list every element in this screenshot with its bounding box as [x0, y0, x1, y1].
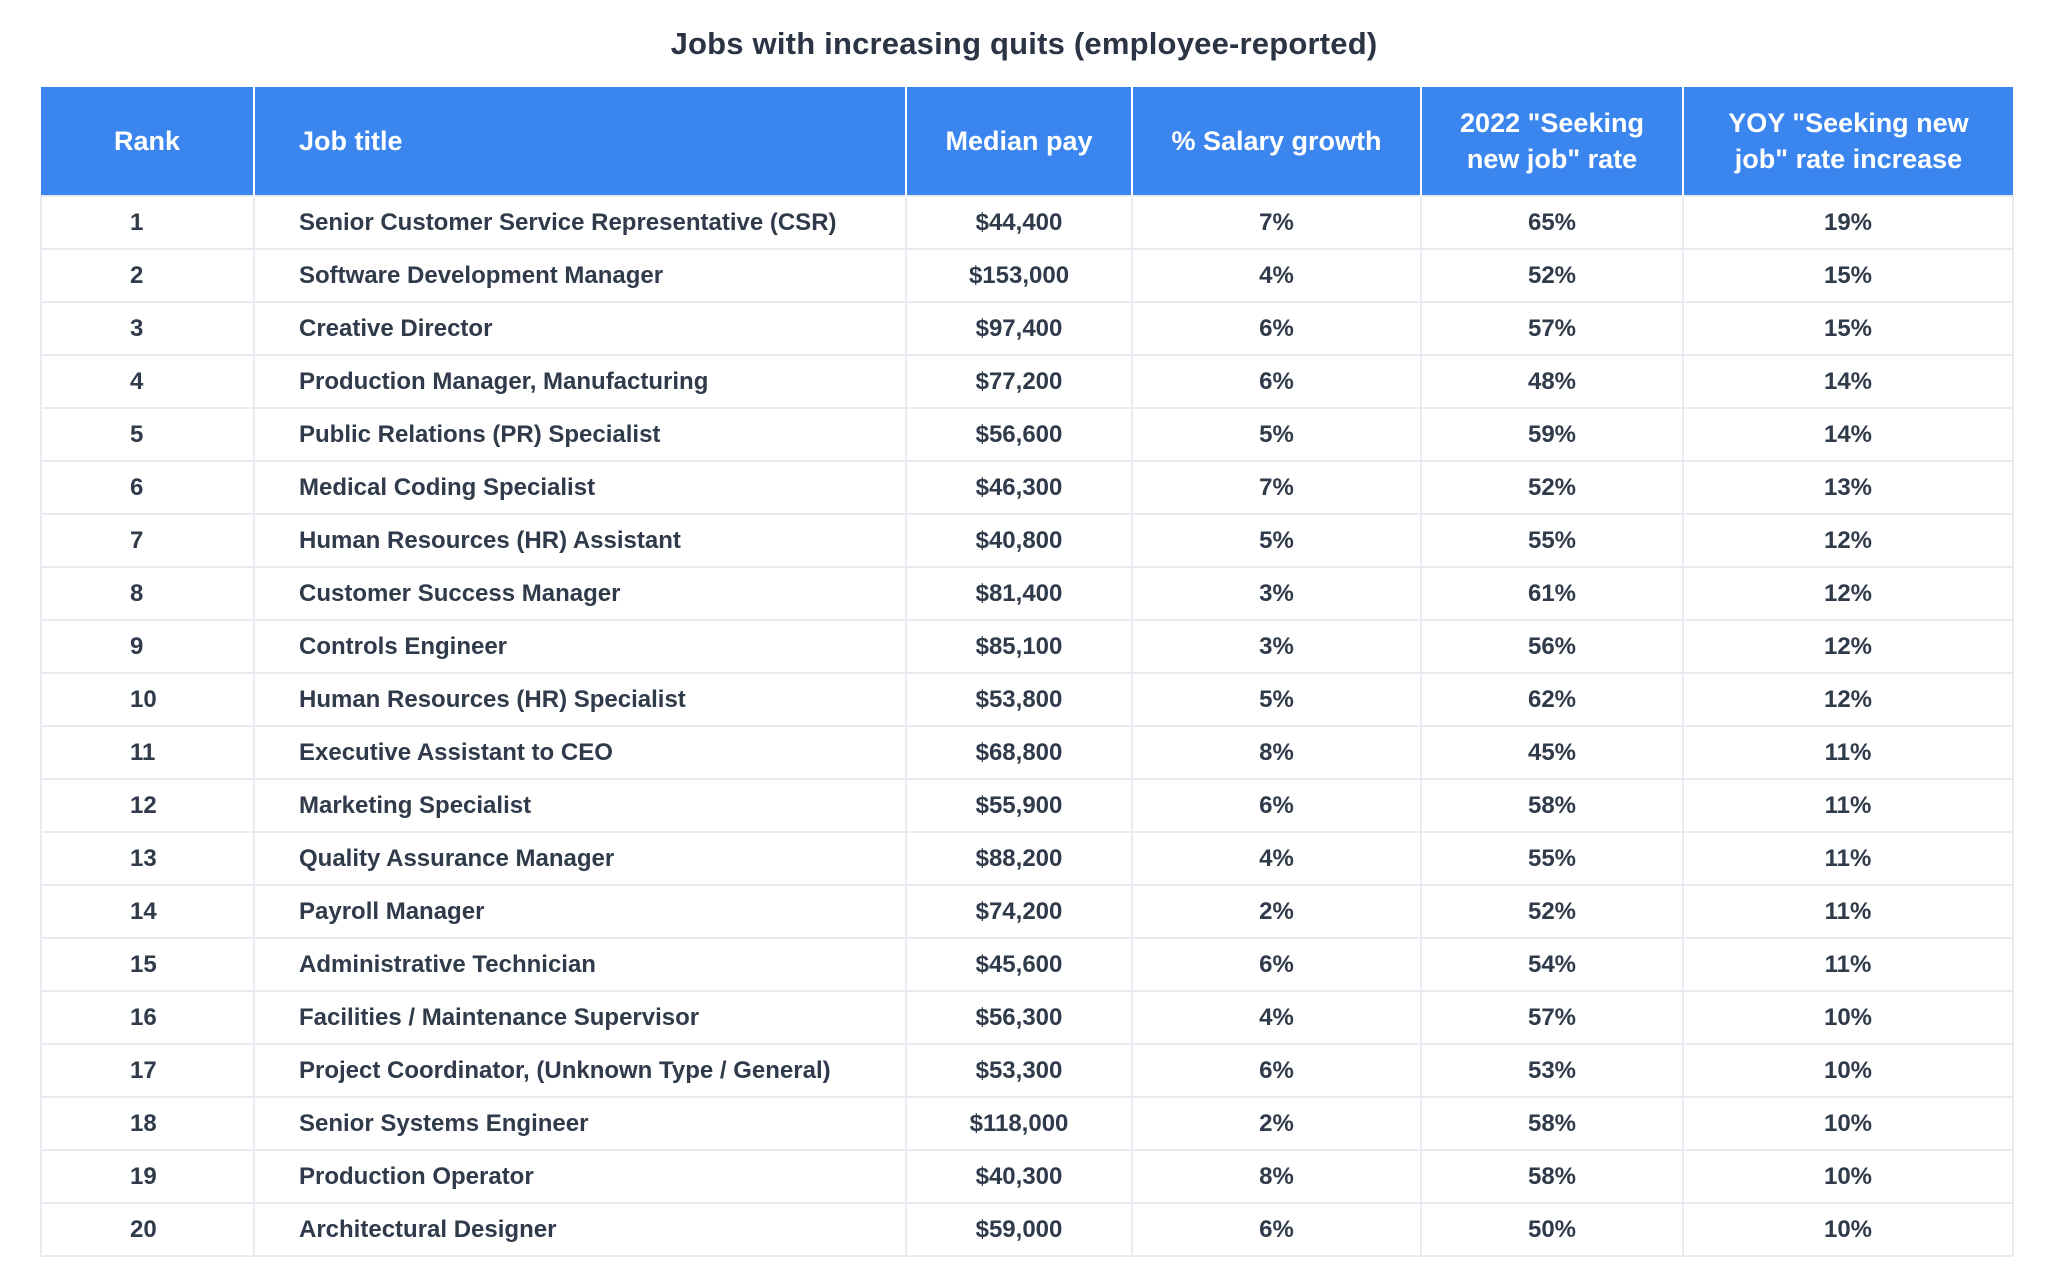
table-row: [41, 302, 2013, 355]
header-yoy-increase: YOY "Seeking new job" rate increase: [1683, 87, 2013, 196]
median-pay-cell: $55,900: [906, 779, 1132, 832]
job-title-cell: Marketing Specialist: [254, 779, 906, 832]
rank-cell: 5: [41, 408, 254, 461]
seeking-rate-cell: 59%: [1421, 408, 1683, 461]
rank-cell: 1: [41, 196, 254, 249]
median-pay-cell: $40,300: [906, 1150, 1132, 1203]
salary-growth-cell: 6%: [1132, 1044, 1421, 1097]
salary-growth-cell: 6%: [1132, 938, 1421, 991]
salary-growth-cell: 3%: [1132, 620, 1421, 673]
seeking-rate-cell: 52%: [1421, 885, 1683, 938]
salary-growth-cell: 8%: [1132, 1150, 1421, 1203]
job-title-cell: Executive Assistant to CEO: [254, 726, 906, 779]
seeking-rate-cell: 62%: [1421, 673, 1683, 726]
table-row: [41, 461, 2013, 514]
median-pay-cell: $53,800: [906, 673, 1132, 726]
yoy-increase-cell: 11%: [1683, 832, 2013, 885]
rank-cell: 4: [41, 355, 254, 408]
table-row: [41, 938, 2013, 991]
salary-growth-cell: 5%: [1132, 408, 1421, 461]
salary-growth-cell: 2%: [1132, 885, 1421, 938]
rank-cell: 14: [41, 885, 254, 938]
yoy-increase-cell: 10%: [1683, 991, 2013, 1044]
rank-cell: 11: [41, 726, 254, 779]
salary-growth-cell: 4%: [1132, 249, 1421, 302]
median-pay-cell: $56,600: [906, 408, 1132, 461]
header-job-title: Job title: [254, 87, 906, 196]
salary-growth-cell: 6%: [1132, 302, 1421, 355]
seeking-rate-cell: 57%: [1421, 991, 1683, 1044]
rank-cell: 9: [41, 620, 254, 673]
median-pay-cell: $45,600: [906, 938, 1132, 991]
rank-cell: 7: [41, 514, 254, 567]
chart-title: Jobs with increasing quits (employee-reported): [670, 26, 1378, 61]
job-title-cell: Senior Customer Service Representative (CSR): [254, 196, 906, 249]
median-pay-cell: $68,800: [906, 726, 1132, 779]
seeking-rate-cell: 52%: [1421, 461, 1683, 514]
yoy-increase-cell: 15%: [1683, 302, 2013, 355]
yoy-increase-cell: 14%: [1683, 408, 2013, 461]
median-pay-cell: $56,300: [906, 991, 1132, 1044]
seeking-rate-cell: 65%: [1421, 196, 1683, 249]
yoy-increase-cell: 10%: [1683, 1097, 2013, 1150]
seeking-rate-cell: 58%: [1421, 1097, 1683, 1150]
seeking-rate-cell: 45%: [1421, 726, 1683, 779]
table-row: [41, 1150, 2013, 1203]
yoy-increase-cell: 12%: [1683, 567, 2013, 620]
salary-growth-cell: 4%: [1132, 991, 1421, 1044]
rank-cell: 3: [41, 302, 254, 355]
job-title-cell: Payroll Manager: [254, 885, 906, 938]
rank-cell: 17: [41, 1044, 254, 1097]
header-row: [41, 87, 2013, 196]
salary-growth-cell: 3%: [1132, 567, 1421, 620]
median-pay-cell: $88,200: [906, 832, 1132, 885]
job-title-cell: Customer Success Manager: [254, 567, 906, 620]
table-row: [41, 726, 2013, 779]
table-row: [41, 408, 2013, 461]
yoy-increase-cell: 15%: [1683, 249, 2013, 302]
job-title-cell: Quality Assurance Manager: [254, 832, 906, 885]
yoy-increase-cell: 10%: [1683, 1150, 2013, 1203]
median-pay-cell: $97,400: [906, 302, 1132, 355]
salary-growth-cell: 2%: [1132, 1097, 1421, 1150]
salary-growth-cell: 6%: [1132, 1203, 1421, 1256]
rank-cell: 19: [41, 1150, 254, 1203]
job-title-cell: Human Resources (HR) Specialist: [254, 673, 906, 726]
job-title-cell: Production Operator: [254, 1150, 906, 1203]
table-body: [41, 196, 2013, 1256]
seeking-rate-cell: 58%: [1421, 1150, 1683, 1203]
rank-cell: 8: [41, 567, 254, 620]
table-row: [41, 355, 2013, 408]
salary-growth-cell: 8%: [1132, 726, 1421, 779]
median-pay-cell: $59,000: [906, 1203, 1132, 1256]
rank-cell: 6: [41, 461, 254, 514]
table-row: [41, 991, 2013, 1044]
job-title-cell: Architectural Designer: [254, 1203, 906, 1256]
rank-cell: 18: [41, 1097, 254, 1150]
seeking-rate-cell: 58%: [1421, 779, 1683, 832]
yoy-increase-cell: 13%: [1683, 461, 2013, 514]
salary-growth-cell: 5%: [1132, 514, 1421, 567]
seeking-rate-cell: 53%: [1421, 1044, 1683, 1097]
job-title-cell: Medical Coding Specialist: [254, 461, 906, 514]
job-title-cell: Administrative Technician: [254, 938, 906, 991]
salary-growth-cell: 6%: [1132, 779, 1421, 832]
yoy-increase-cell: 19%: [1683, 196, 2013, 249]
seeking-rate-cell: 52%: [1421, 249, 1683, 302]
jobs-table: [40, 87, 2014, 1257]
rank-cell: 20: [41, 1203, 254, 1256]
seeking-rate-cell: 54%: [1421, 938, 1683, 991]
rank-cell: 16: [41, 991, 254, 1044]
job-title-cell: Facilities / Maintenance Supervisor: [254, 991, 906, 1044]
job-title-cell: Public Relations (PR) Specialist: [254, 408, 906, 461]
table-row: [41, 673, 2013, 726]
seeking-rate-cell: 55%: [1421, 832, 1683, 885]
job-title-cell: Creative Director: [254, 302, 906, 355]
yoy-increase-cell: 10%: [1683, 1203, 2013, 1256]
header-rank: Rank: [41, 87, 254, 196]
median-pay-cell: $74,200: [906, 885, 1132, 938]
yoy-increase-cell: 12%: [1683, 673, 2013, 726]
salary-growth-cell: 6%: [1132, 355, 1421, 408]
yoy-increase-cell: 11%: [1683, 779, 2013, 832]
table-row: [41, 1097, 2013, 1150]
salary-growth-cell: 7%: [1132, 461, 1421, 514]
yoy-increase-cell: 10%: [1683, 1044, 2013, 1097]
table-row: [41, 779, 2013, 832]
table-row: [41, 1203, 2013, 1256]
median-pay-cell: $85,100: [906, 620, 1132, 673]
median-pay-cell: $40,800: [906, 514, 1132, 567]
yoy-increase-cell: 11%: [1683, 938, 2013, 991]
median-pay-cell: $153,000: [906, 249, 1132, 302]
table-row: [41, 620, 2013, 673]
table-row: [41, 249, 2013, 302]
yoy-increase-cell: 12%: [1683, 620, 2013, 673]
seeking-rate-cell: 55%: [1421, 514, 1683, 567]
job-title-cell: Controls Engineer: [254, 620, 906, 673]
job-title-cell: Software Development Manager: [254, 249, 906, 302]
job-title-cell: Production Manager, Manufacturing: [254, 355, 906, 408]
median-pay-cell: $46,300: [906, 461, 1132, 514]
median-pay-cell: $118,000: [906, 1097, 1132, 1150]
header-seeking-rate: 2022 "Seeking new job" rate: [1421, 87, 1683, 196]
seeking-rate-cell: 50%: [1421, 1203, 1683, 1256]
yoy-increase-cell: 11%: [1683, 726, 2013, 779]
median-pay-cell: $81,400: [906, 567, 1132, 620]
job-title-cell: Project Coordinator, (Unknown Type / General): [254, 1044, 906, 1097]
rank-cell: 10: [41, 673, 254, 726]
yoy-increase-cell: 12%: [1683, 514, 2013, 567]
header-median-pay: Median pay: [906, 87, 1132, 196]
table-row: [41, 1044, 2013, 1097]
yoy-increase-cell: 14%: [1683, 355, 2013, 408]
median-pay-cell: $77,200: [906, 355, 1132, 408]
rank-cell: 15: [41, 938, 254, 991]
seeking-rate-cell: 57%: [1421, 302, 1683, 355]
header-salary-growth: % Salary growth: [1132, 87, 1421, 196]
table-row: [41, 832, 2013, 885]
seeking-rate-cell: 61%: [1421, 567, 1683, 620]
salary-growth-cell: 4%: [1132, 832, 1421, 885]
job-title-cell: Senior Systems Engineer: [254, 1097, 906, 1150]
yoy-increase-cell: 11%: [1683, 885, 2013, 938]
median-pay-cell: $44,400: [906, 196, 1132, 249]
table-row: [41, 196, 2013, 249]
rank-cell: 13: [41, 832, 254, 885]
job-title-cell: Human Resources (HR) Assistant: [254, 514, 906, 567]
salary-growth-cell: 7%: [1132, 196, 1421, 249]
table-row: [41, 567, 2013, 620]
table-row: [41, 514, 2013, 567]
rank-cell: 12: [41, 779, 254, 832]
rank-cell: 2: [41, 249, 254, 302]
salary-growth-cell: 5%: [1132, 673, 1421, 726]
table-row: [41, 885, 2013, 938]
seeking-rate-cell: 56%: [1421, 620, 1683, 673]
seeking-rate-cell: 48%: [1421, 355, 1683, 408]
median-pay-cell: $53,300: [906, 1044, 1132, 1097]
